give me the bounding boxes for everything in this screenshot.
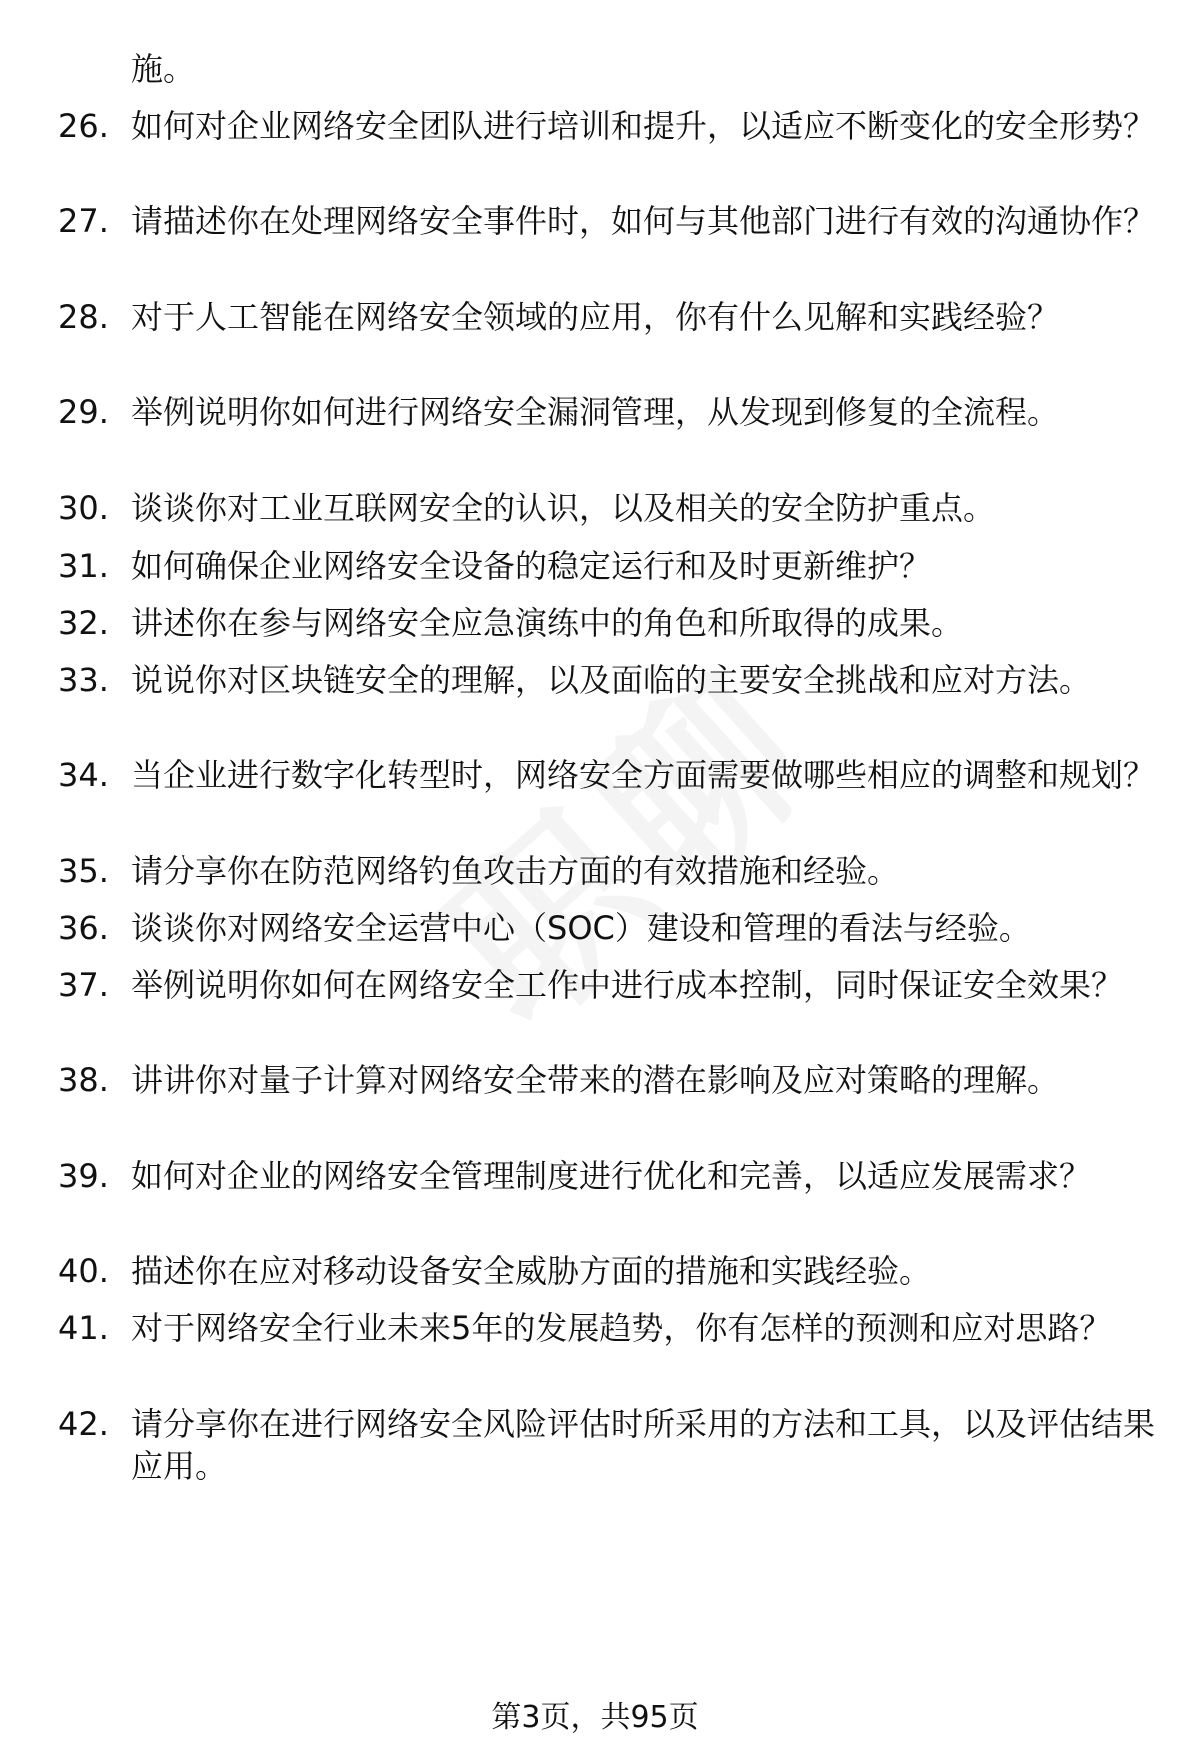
list-item: [58, 754, 1178, 796]
list-item: [58, 964, 1178, 1006]
item-number: 42.: [58, 1405, 109, 1443]
item-number: 28.: [58, 298, 109, 336]
list-item: [58, 545, 1178, 587]
item-text: 请分享你在防范网络钓鱼攻击方面的有效措施和经验。: [131, 852, 900, 890]
item-text: 谈谈你对网络安全运营中心（SOC）建设和管理的看法与经验。: [131, 909, 1031, 947]
list-item: [58, 200, 1178, 242]
item-number: 41.: [58, 1309, 109, 1347]
item-number: 38.: [58, 1061, 109, 1099]
list-item: [58, 1059, 1178, 1101]
list-item: [58, 1307, 1178, 1349]
item-number: 37.: [58, 966, 109, 1004]
list-item: [58, 659, 1178, 701]
item-text: 如何确保企业网络安全设备的稳定运行和及时更新维护？: [131, 547, 932, 585]
item-text: 当企业进行数字化转型时，网络安全方面需要做哪些相应的调整和规划？: [131, 756, 1156, 794]
list-item: [58, 296, 1178, 338]
page-footer: 第3页，共95页: [491, 1700, 699, 1735]
item-number: 27.: [58, 202, 109, 240]
item-text: 对于网络安全行业未来5年的发展趋势，你有怎样的预测和应对思路？: [131, 1309, 1112, 1347]
list-item: [58, 105, 1178, 147]
item-number: 39.: [58, 1157, 109, 1195]
list-item: [58, 1250, 1178, 1292]
item-number: 32.: [58, 604, 109, 642]
continuation-text: 施。: [131, 50, 196, 88]
list-item: [58, 850, 1178, 892]
item-text: 讲述你在参与网络安全应急演练中的角色和所取得的成果。: [131, 604, 964, 642]
item-number: 26.: [58, 107, 109, 145]
list-item: [58, 1155, 1178, 1197]
item-text: 举例说明你如何在网络安全工作中进行成本控制，同时保证安全效果？: [131, 966, 1124, 1004]
list-item: [58, 602, 1178, 644]
item-number: 33.: [58, 661, 109, 699]
item-text: 对于人工智能在网络安全领域的应用，你有什么见解和实践经验？: [131, 298, 1060, 336]
item-text: 请描述你在处理网络安全事件时，如何与其他部门进行有效的沟通协作？: [131, 202, 1156, 240]
item-text: 如何对企业的网络安全管理制度进行优化和完善，以适应发展需求？: [131, 1157, 1092, 1195]
item-text: 举例说明你如何进行网络安全漏洞管理，从发现到修复的全流程。: [131, 393, 1060, 431]
item-number: 34.: [58, 756, 109, 794]
item-number: 40.: [58, 1252, 109, 1290]
list-item: [58, 1403, 1178, 1487]
item-number: 29.: [58, 393, 109, 431]
item-text: 说说你对区块链安全的理解，以及面临的主要安全挑战和应对方法。: [131, 661, 1092, 699]
list-item: [58, 907, 1178, 949]
item-text: 讲讲你对量子计算对网络安全带来的潜在影响及应对策略的理解。: [131, 1061, 1060, 1099]
list-item: [58, 391, 1178, 433]
item-number: 31.: [58, 547, 109, 585]
item-number: 35.: [58, 852, 109, 890]
item-text: 如何对企业网络安全团队进行培训和提升，以适应不断变化的安全形势？: [131, 107, 1156, 145]
item-text: 描述你在应对移动设备安全威胁方面的措施和实践经验。: [131, 1252, 932, 1290]
list-item: [58, 487, 1178, 529]
item-number: 36.: [58, 909, 109, 947]
item-number: 30.: [58, 489, 109, 527]
item-text: 谈谈你对工业互联网安全的认识，以及相关的安全防护重点。: [131, 489, 996, 527]
item-text: 请分享你在进行网络安全风险评估时所采用的方法和工具，以及评估结果应用。: [131, 1405, 1156, 1485]
